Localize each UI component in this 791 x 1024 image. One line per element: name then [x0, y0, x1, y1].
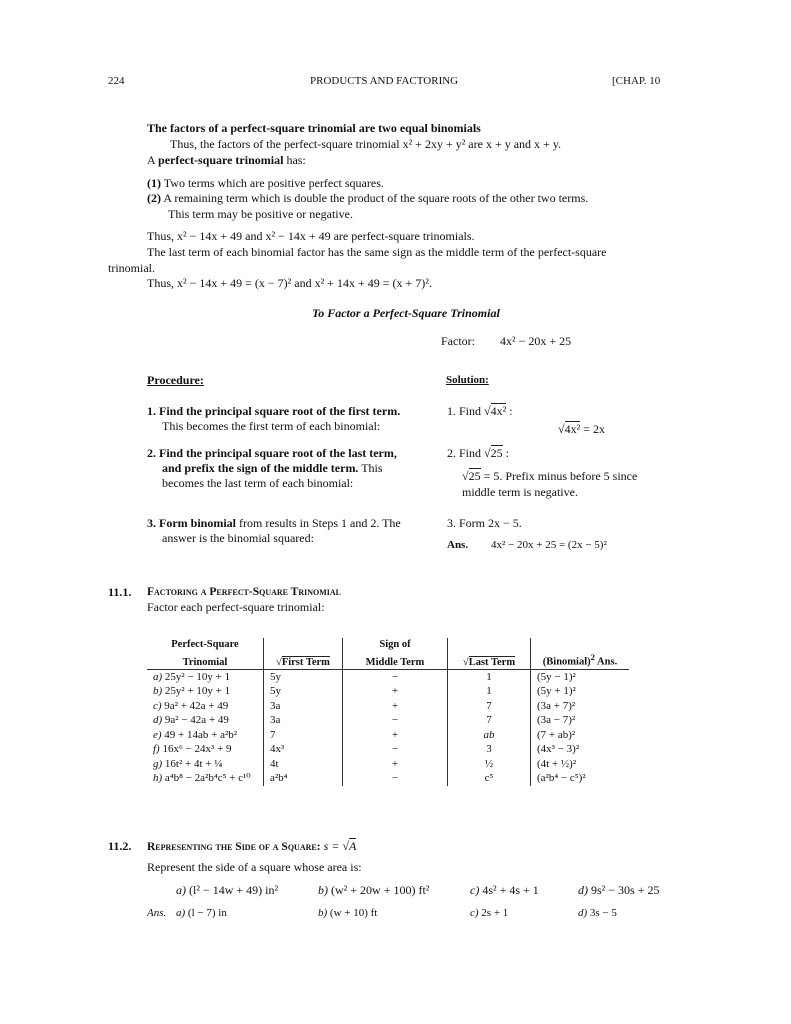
factor-label: Factor:	[441, 334, 475, 348]
step3-heading: 3. Form binomial from results in Steps 1 and 2. The	[147, 516, 401, 530]
header-trinomial: Trinomial	[147, 651, 264, 669]
last-term-rule: The last term of each binomial factor has the same sign as the middle term of the perfect-square	[147, 245, 607, 259]
solution-step1: 1. Find √4x² :	[447, 404, 513, 418]
procedure-heading: Procedure:	[147, 373, 204, 387]
table-row: h) a⁴b⁸ − 2a²b⁴c⁵ + c¹⁰ a²b⁴ − c⁵ (a²b⁴ − c⁵)²	[147, 771, 629, 786]
answer-expression: 4x² − 20x + 25 = (2x − 5)²	[491, 539, 607, 551]
step2-line2: and prefix the sign of the middle term. This	[162, 461, 383, 475]
factor-expression: 4x² − 20x + 25	[500, 334, 572, 348]
solution-step1-result: √4x² = 2x	[558, 422, 605, 436]
header-first-term: √First Term	[264, 651, 343, 669]
table-row: g) 16t² + 4t + ¼ 4t + ½ (4t + ½)²	[147, 757, 629, 772]
header-middle-term: Middle Term	[343, 651, 448, 669]
problem-11-1-instruction: Factor each perfect-square trinomial:	[147, 600, 325, 614]
answer-a: a) (l − 7) in	[176, 907, 227, 919]
solution-step3: 3. Form 2x − 5.	[447, 516, 522, 530]
table-row: f) 16x⁶ − 24x³ + 9 4x³ − 3 (4x³ − 3)²	[147, 742, 629, 757]
answer-label: Ans.	[447, 539, 469, 551]
step1-heading: 1. Find the principal square root of the first term.	[147, 404, 401, 418]
solution-step2: 2. Find √25 :	[447, 446, 509, 460]
section-title: To Factor a Perfect-Square Trinomial	[312, 306, 500, 320]
table-row: c) 9a² + 42a + 49 3a + 7 (3a + 7)²	[147, 699, 629, 714]
answer-b: b) (w + 10) ft	[318, 907, 378, 919]
intro-heading: The factors of a perfect-square trinomial are two equal binomials	[147, 121, 481, 135]
step1-text: This becomes the first term of each binomial:	[162, 419, 381, 433]
area-b: b) (w² + 20w + 100) ft²	[318, 883, 430, 897]
problem-11-1-title: Factoring a Perfect-Square Trinomial	[147, 586, 342, 598]
problem-11-2-instruction: Represent the side of a square whose area is:	[147, 860, 362, 874]
header-pst: Perfect-Square	[171, 639, 239, 650]
answers-label: Ans.	[147, 907, 167, 919]
chapter-label: [CHAP. 10	[612, 75, 661, 87]
header-answer: (Binomial)$^2$ Ans.	[531, 651, 630, 669]
solution-heading: Solution:	[446, 374, 489, 386]
pst-definition: A perfect-square trinomial has:	[147, 153, 306, 167]
thus-result: Thus, x² − 14x + 49 = (x − 7)² and x² + 14x + 49 = (x + 7)².	[147, 276, 432, 290]
table-row: e) 49 + 14ab + a²b² 7 + ab (7 + ab)²	[147, 728, 629, 743]
header-sign: Sign of	[343, 638, 448, 651]
intro-thus-factors: Thus, the factors of the perfect-square trinomial x² + 2xy + y² are x + y and x + y.	[170, 137, 562, 151]
step2-line3: becomes the last term of each binomial:	[162, 476, 354, 490]
solution-step2-note: middle term is negative.	[462, 485, 578, 499]
step3-text: answer is the binomial squared:	[162, 531, 314, 545]
condition-1: (1) Two terms which are positive perfect squares.	[147, 176, 384, 190]
answer-d: d) 3s − 5	[578, 907, 617, 919]
solution-step2-result: √25 = 5. Prefix minus before 5 since	[462, 469, 638, 483]
answer-c: c) 2s + 1	[470, 907, 509, 919]
factoring-table	[147, 638, 629, 786]
area-d: d) 9s² − 30s + 25	[578, 883, 660, 897]
condition-2-note: This term may be positive or negative.	[168, 207, 353, 221]
problem-11-2-number: 11.2.	[108, 839, 132, 853]
table-row: a) 25y² − 10y + 1 5y − 1 (5y − 1)²	[147, 669, 629, 684]
step2-heading: 2. Find the principal square root of the last term,	[147, 446, 397, 460]
running-title: PRODUCTS AND FACTORING	[310, 75, 459, 87]
thus-examples: Thus, x² − 14x + 49 and x² − 14x + 49 are perfect-square trinomials.	[147, 229, 475, 243]
last-term-rule-cont: trinomial.	[108, 261, 155, 275]
header-last-term: √Last Term	[448, 651, 531, 669]
problem-11-1-number: 11.1.	[108, 585, 132, 599]
table-row: d) 9a² − 42a + 49 3a − 7 (3a − 7)²	[147, 713, 629, 728]
area-a: a) (l² − 14w + 49) in²	[176, 883, 279, 897]
area-c: c) 4s² + 4s + 1	[470, 883, 539, 897]
problem-11-2-title: Representing the Side of a Square: s = √A	[147, 839, 357, 853]
table-row: b) 25y² + 10y + 1 5y + 1 (5y + 1)²	[147, 684, 629, 699]
condition-2: (2) A remaining term which is double the product of the square roots of the other two terms.	[147, 191, 589, 205]
page-number: 224	[108, 75, 125, 87]
